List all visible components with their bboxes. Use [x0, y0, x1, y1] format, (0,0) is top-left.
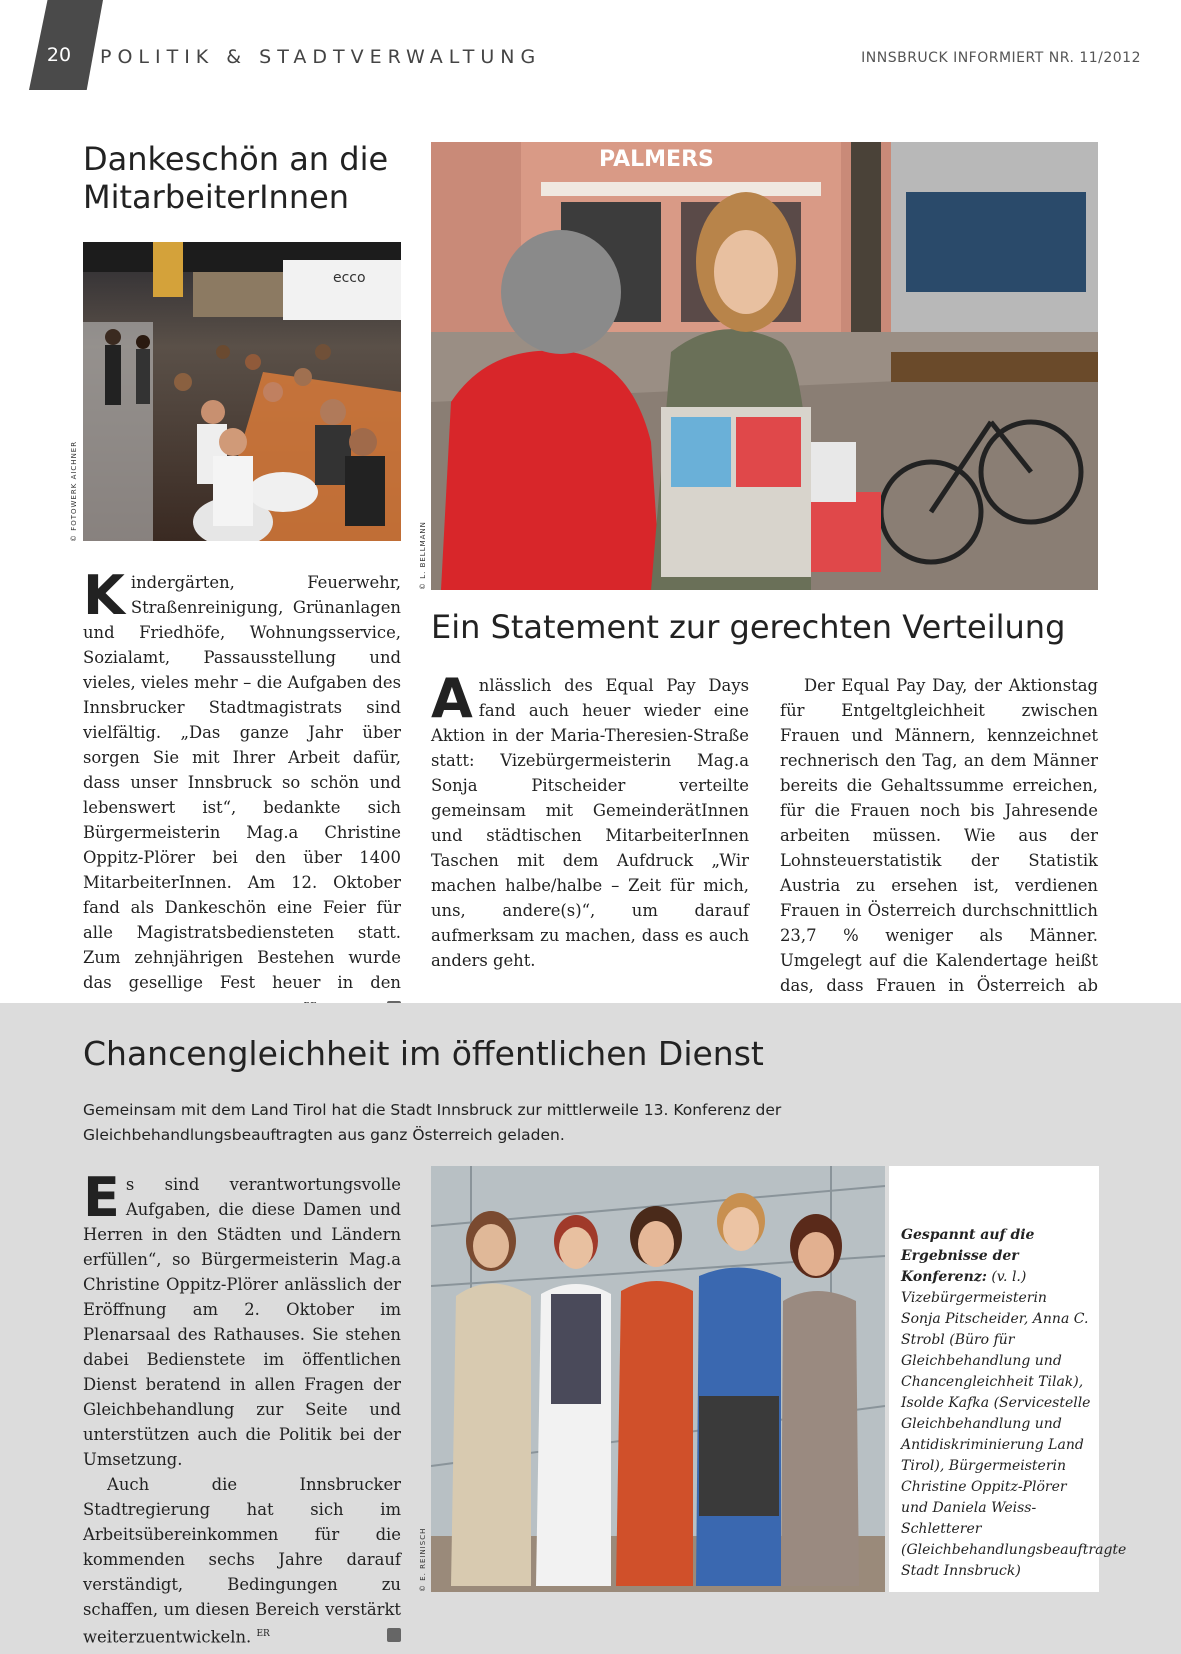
- conference-group-photo: [431, 1166, 885, 1592]
- article3-dropcap: E: [83, 1166, 120, 1229]
- photo-caption: [901, 1225, 1127, 1582]
- article2-dropcap: A: [431, 667, 473, 730]
- article1-dropcap: K: [83, 564, 125, 627]
- article3-body: [83, 1166, 401, 1649]
- article1-body: [83, 564, 401, 1022]
- photo-credit-reinisch: © E. REINISCH: [419, 1527, 427, 1592]
- article3-author: ER: [256, 1629, 270, 1639]
- page-number: 20: [46, 44, 72, 66]
- article2-col1: [431, 667, 749, 973]
- article2-para1: nlässlich des Equal Pay Days fand auch heuer wieder eine Aktion in der Maria-Theresien-Straße statt: Vizebürgermeisterin Mag.a Sonja Pitscheider verteilte gemeinsam mit GemeinderätInnen und städtischen MitarbeiterInnen Taschen mit dem Aufdruck „Wir machen halbe/halbe – Zeit für mich, uns, andere(s)“, um darauf aufmerksam zu machen, dass es auch anders geht.: [431, 676, 749, 970]
- svg-text:ecco: ecco: [333, 270, 366, 286]
- caption-lead: Gespannt auf die Ergebnisse der Konferenz:: [901, 1227, 1035, 1285]
- article2-para2: Der Equal Pay Day, der Aktionstag für Entgeltgleichheit zwischen Frauen und Männern, kennzeichnet rechnerisch den Tag, an dem Männer bereits die Gehaltssumme erreichen, für die Frauen noch bis Jahresende arbeiten müssen. Wie aus der Lohnsteuerstatistik der Statistik Austria zu ersehen ist, verdienen Frauen in Österreich durchschnittlich 23,7 % weniger als Männer. Umgelegt auf die Kalendertage heißt das, dass Frauen in Österreich ab: [780, 676, 1098, 995]
- photo-credit-aichner: © FOTOWERK AICHNER: [70, 440, 78, 542]
- palmers-sign: PALMERS: [599, 147, 714, 172]
- article3-para1: s sind verantwortungsvolle Aufgaben, die diese Damen und Herren in den Städten und Ländern erfüllen“, so Bürgermeisterin Mag.a Christine Oppitz-Plörer anlässlich der Eröffnung am 2. Oktober im Plenarsaal des Rathauses. Sie stehen dabei Bedienstete im öffentlichen Dienst beratend in allen Fragen der Gleichbehandlung zur Seite und unterstützen auch die Politik bei der Umsetzung.: [83, 1175, 401, 1469]
- issue-label: INNSBRUCK INFORMIERT NR. 11/2012: [861, 50, 1141, 66]
- article3-title: Chancengleichheit im öffentlichen Dienst: [83, 1034, 764, 1073]
- end-mark: [387, 1628, 401, 1642]
- staff-party-photo-image: [83, 242, 401, 541]
- conference-group-photo-image: [431, 1166, 885, 1592]
- article3-para2: Auch die Innsbrucker Stadtregierung hat sich im Arbeitsübereinkommen für die kommenden sechs Jahre darauf verständigt, Bedingungen zu schaffen, um diesen Bereich verstärkt weiterzuentwickeln.: [83, 1475, 401, 1647]
- equal-pay-photo-image: [431, 142, 1098, 590]
- section-title: POLITIK & STADTVERWALTUNG: [100, 46, 542, 68]
- equal-pay-photo: [431, 142, 1098, 590]
- caption-text: (v. l.) Vizebürgermeisterin Sonja Pitscheider, Anna C. Strobl (Büro für Gleichbehandlung und Chancengleichheit Tilak), Isolde Kafka (Servicestelle Gleichbehandlung und Antidiskriminierung Land Tirol), Bürgermeisterin Christine Oppitz-Plörer und Daniela Weiss-Schletterer (Gleichbehandlungsbeauftragte Stadt Innsbruck): [901, 1269, 1127, 1579]
- article2-title: Ein Statement zur gerechten Verteilung: [431, 608, 1066, 646]
- article3-lead: Gemeinsam mit dem Land Tirol hat die Stadt Innsbruck zur mittlerweile 13. Konferenz der Gleichbehandlungsbeauftragten aus ganz Österreich geladen.: [83, 1101, 782, 1144]
- article1-text: indergärten, Feuerwehr, Straßenreinigung, Grünanlagen und Friedhöfe, Wohnungsservice, Sozialamt, Passausstellung und vieles, vieles mehr – die Aufgaben des Innsbrucker Stadtmagistrats sind vielfältig. „Das ganze Jahr über sorgen Sie mit Ihrer Arbeit dafür, dass unser Innsbruck so schön und lebenswert ist“, bedankte sich Bürgermeisterin Mag.a Christine Oppitz-Plörer bei den über 1400 MitarbeiterInnen. Am 12. Oktober fand als Dankeschön eine Feier für alle Magistratsbediensteten statt. Zum zehnjährigen Bestehen wurde das gesellige Fest heuer in den: [83, 573, 401, 992]
- photo-credit-bellmann: © L. BELLMANN: [419, 521, 427, 590]
- staff-party-photo: [83, 242, 401, 541]
- article1-title: Dankeschön an die MitarbeiterInnen: [83, 140, 389, 216]
